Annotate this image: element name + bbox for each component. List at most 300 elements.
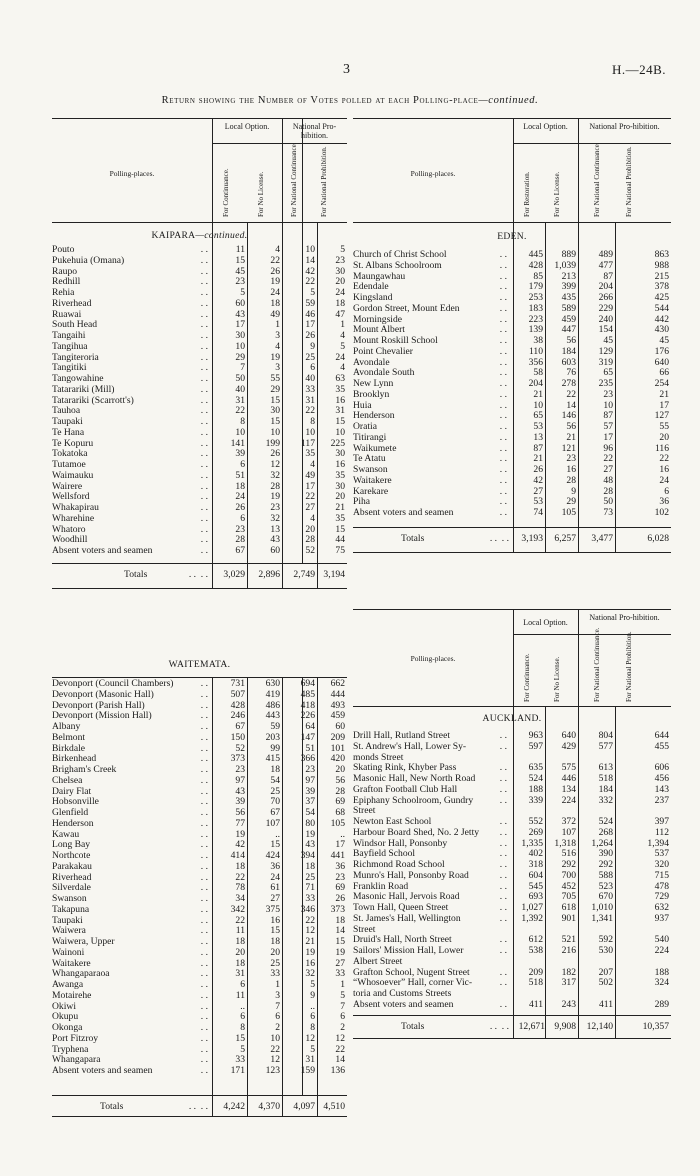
table-row: Waiwera . . 11 15 12 14: [52, 925, 345, 937]
polling-place-name: Tatarariki (Mill): [52, 384, 115, 395]
polling-place-name: Newton East School: [353, 817, 432, 827]
vote-count: 715: [654, 869, 669, 881]
vote-count: 455: [654, 740, 669, 752]
table-row: [353, 806, 671, 817]
vote-count: 269: [528, 826, 543, 838]
vote-count: 23: [335, 254, 345, 266]
vote-count: 29: [270, 383, 280, 395]
polling-place-name: Bayfield School: [353, 849, 416, 860]
vote-count: 87: [603, 270, 613, 282]
vote-count: 38: [533, 335, 543, 346]
waitemata-total: 4,370: [258, 1101, 280, 1112]
vote-count: 459: [561, 313, 576, 325]
vote-count: 15: [235, 254, 245, 266]
polling-place-name: Te Atatu: [353, 454, 386, 465]
vote-count: 16: [335, 394, 345, 406]
vote-count: 22: [603, 453, 613, 465]
table-row: Morningside . . 223 459 240 442: [353, 313, 669, 325]
vote-count: 507: [230, 688, 245, 700]
vote-count: 12: [305, 925, 315, 937]
table-row: Waimauku . . 51 32 49 35: [52, 469, 345, 481]
vote-count: 107: [561, 826, 576, 838]
vote-count: 1: [340, 319, 345, 331]
vote-count: 43: [305, 839, 315, 851]
vote-count: 182: [561, 966, 576, 978]
vote-count: 443: [265, 710, 280, 722]
eden-heading: EDEN.: [497, 231, 527, 242]
table-row: Tangaihi . . 30 3 26 4: [52, 330, 345, 341]
table-row: Oratia . . 53 56 57 55: [353, 421, 669, 432]
eden-total: 6,028: [647, 533, 669, 544]
vote-count: 121: [561, 442, 576, 454]
vote-count: 64: [305, 721, 315, 732]
polling-place-name: Brooklyn: [353, 389, 390, 400]
vote-count: 640: [654, 356, 669, 368]
table-row: Tangihua . . 10 4 9 5: [52, 340, 345, 352]
vote-count: 237: [654, 794, 669, 806]
table-row: “Whosoever” Hall, corner Vic- . . 518 317 502 324: [353, 977, 669, 989]
vote-count: 51: [305, 742, 315, 754]
vote-count: 444: [330, 688, 345, 700]
vote-count: 225: [330, 437, 345, 449]
vote-count: 36: [335, 860, 345, 872]
polling-place-name: Huia: [353, 400, 372, 411]
vote-count: 30: [270, 405, 280, 417]
polling-place-name: Masonic Hall, Jervois Road: [353, 892, 460, 903]
vote-count: 59: [270, 721, 280, 732]
vote-count: 246: [230, 710, 245, 722]
vote-count: 97: [305, 774, 315, 786]
vote-count: 25: [305, 871, 315, 883]
table-row: Motairehe . . 11 3 9 5: [52, 989, 345, 1001]
polling-place-name: Epiphany Schoolroom, Gundry: [353, 795, 474, 806]
vote-count: 5: [340, 989, 345, 1001]
vote-count: ..: [240, 1000, 245, 1012]
vote-count: 10: [270, 1032, 280, 1044]
vote-count: 6: [340, 1011, 345, 1023]
table-row: Grafton School, Nugent Street . . 209 182 207 188: [353, 966, 669, 978]
vote-count: 530: [598, 945, 613, 956]
vote-count: 20: [659, 431, 669, 443]
vote-count: 592: [598, 934, 613, 946]
col-for-national-prohibition: For National Prohibition.: [625, 631, 633, 702]
auckland-heading: AUCKLAND.: [482, 713, 542, 724]
vote-count: 4: [275, 340, 280, 352]
vote-count: 76: [566, 367, 576, 379]
vote-count: 4: [310, 459, 315, 470]
polling-place-name: Waikumete: [353, 443, 397, 454]
table-row: Tangowahine . . 50 55 40 63: [52, 373, 345, 384]
vote-count: 40: [305, 373, 315, 384]
table-row: Raupo . . 45 26 42 30: [52, 265, 345, 277]
polling-place-name: Tangaihi: [52, 331, 86, 341]
vote-count: 26: [270, 448, 280, 460]
vote-count: 523: [598, 880, 613, 892]
vote-count: 10: [305, 244, 315, 255]
vote-count: 988: [654, 259, 669, 271]
vote-count: 10: [235, 426, 245, 438]
vote-count: 184: [598, 783, 613, 795]
vote-count: 489: [598, 249, 613, 260]
polling-place-name: Absent voters and seamen: [52, 546, 153, 556]
polling-place-name: Swanson: [52, 894, 87, 904]
polling-place-name: Henderson: [353, 411, 395, 422]
vote-count: 17: [235, 319, 245, 331]
table-row: St. Andrew's Hall, Lower Sy- . . 597 429 577 455: [353, 740, 669, 752]
vote-count: 129: [598, 345, 613, 357]
vote-count: 154: [598, 324, 613, 336]
auckland-totals: Totals . . . . 12,671 9,908 12,140 10,357: [353, 1015, 671, 1039]
table-row: Brigham's Creek . . 23 18 23 20: [52, 764, 345, 775]
table-row: Tryphena . . 5 22 5 22: [52, 1043, 345, 1055]
table-row: Silverdale . . 78 61 71 69: [52, 882, 345, 894]
vote-count: 15: [335, 416, 345, 427]
table-row: [353, 753, 671, 764]
vote-count: 456: [654, 773, 669, 784]
table-header-auckland: [353, 609, 671, 707]
polling-place-name: Tokatoka: [52, 449, 88, 460]
table-row: Absent voters and seamen . . 67 60 52 75: [52, 545, 345, 556]
vote-count: 1: [275, 319, 280, 331]
vote-count: 17: [603, 431, 613, 443]
vote-count: 52: [305, 545, 315, 556]
vote-count: 356: [528, 356, 543, 368]
vote-count: 486: [265, 699, 280, 711]
polling-place-name: Waitakere: [353, 475, 392, 486]
vote-count: 67: [235, 545, 245, 556]
vote-count: 32: [270, 512, 280, 524]
vote-count: 604: [528, 869, 543, 881]
vote-count: 19: [305, 828, 315, 840]
polling-place-name: Taupaki: [52, 417, 83, 427]
vote-count: 20: [270, 946, 280, 958]
vote-count: 445: [528, 249, 543, 260]
polling-place-name: Skating Rink, Khyber Pass: [353, 763, 457, 774]
vote-count: ..: [310, 1000, 315, 1012]
page-title-text: Return showing the Number of Votes polled at each Polling-place: [161, 95, 479, 106]
vote-count: 3: [275, 362, 280, 374]
vote-count: 15: [270, 394, 280, 406]
table-row: Wellsford . . 24 19 22 20: [52, 491, 345, 503]
polling-place-name: Tryphena: [52, 1044, 89, 1055]
vote-count: 58: [533, 367, 543, 379]
vote-count: 27: [305, 502, 315, 513]
vote-count: 44: [335, 534, 345, 546]
vote-count: 141: [230, 437, 245, 449]
table-row: Tutamoe . . 6 12 4 16: [52, 459, 345, 470]
vote-count: 14: [335, 1054, 345, 1066]
vote-count: 42: [305, 265, 315, 277]
polling-places-heading: Polling-places.: [109, 169, 155, 178]
vote-count: 292: [561, 859, 576, 870]
vote-count: 105: [330, 817, 345, 829]
vote-count: 24: [335, 287, 345, 298]
vote-count: 447: [561, 324, 576, 336]
polling-place-name: Brigham's Creek: [52, 765, 117, 775]
table-row: Avondale South . . 58 76 65 66: [353, 367, 669, 379]
vote-count: 61: [270, 882, 280, 894]
vote-count: 424: [265, 850, 280, 861]
polling-place-name: Whatoro: [52, 524, 86, 535]
vote-count: 73: [603, 507, 613, 518]
vote-count: 21: [335, 502, 345, 513]
polling-place-name: Rehia: [52, 288, 75, 298]
vote-count: 11: [235, 925, 245, 937]
vote-count: 33: [335, 968, 345, 980]
vote-count: 26: [305, 330, 315, 341]
polling-place-name: Karekare: [353, 486, 389, 497]
col-for-national-prohibition: For National Prohibition.: [625, 146, 633, 217]
vote-count: 24: [235, 491, 245, 503]
polling-place-name: Redhill: [52, 277, 81, 288]
polling-place-name: Birkdale: [52, 743, 86, 754]
vote-count: 39: [235, 796, 245, 808]
vote-count: 204: [598, 281, 613, 293]
vote-count: 235: [598, 378, 613, 389]
vote-count: 10: [335, 426, 345, 438]
vote-count: 1,341: [591, 912, 613, 924]
vote-count: 51: [235, 469, 245, 481]
polling-place-name: monds Street: [353, 752, 404, 763]
vote-count: 452: [561, 880, 576, 892]
vote-count: 146: [561, 410, 576, 422]
vote-count: 7: [240, 362, 245, 374]
vote-count: 20: [335, 491, 345, 503]
vote-count: 1,394: [647, 837, 669, 849]
local-option-heading: Local Option.: [224, 122, 270, 131]
table-row: Tokatoka . . 39 26 35 30: [52, 448, 345, 460]
vote-count: 27: [603, 464, 613, 475]
table-row: Devonport (Mission Hall) . . 246 443 226 459: [52, 710, 345, 722]
vote-count: 6: [275, 1011, 280, 1023]
vote-count: 36: [270, 860, 280, 872]
vote-count: 693: [528, 891, 543, 903]
polling-place-name: Avondale: [353, 357, 390, 368]
table-row: Port Fitzroy . . 15 10 12 12: [52, 1032, 345, 1044]
vote-count: 268: [598, 826, 613, 838]
table-row: Gordon Street, Mount Eden . . 183 589 229 544: [353, 302, 669, 314]
table-row: Okonga . . 8 2 8 2: [52, 1022, 345, 1033]
polling-place-name: Richmond Road School: [353, 860, 445, 870]
polling-place-name: Grafton School, Nugent Street: [353, 967, 470, 978]
vote-count: 22: [305, 276, 315, 288]
polling-place-name: Absent voters and seamen: [353, 508, 454, 518]
polling-place-name: “Whosoever” Hall, corner Vic-: [353, 978, 473, 989]
vote-count: 1,010: [591, 902, 613, 913]
vote-count: 459: [330, 710, 345, 722]
vote-count: 31: [335, 405, 345, 417]
table-row: St. James's Hall, Wellington . . 1,392 901 1,341 937: [353, 912, 669, 924]
table-row: Franklin Road . . 545 452 523 478: [353, 880, 669, 892]
table-row: Woodhill . . 28 43 28 44: [52, 534, 345, 546]
vote-count: 589: [561, 302, 576, 314]
vote-count: 60: [235, 297, 245, 309]
vote-count: 378: [654, 281, 669, 293]
table-row: Dairy Flat . . 43 25 39 28: [52, 785, 345, 797]
table-row: Tatarariki (Mill) . . 40 29 33 35: [52, 383, 345, 395]
table-row: Mount Roskill School . . 38 56 45 45: [353, 335, 669, 346]
kaipara-total: 2,749: [293, 569, 315, 580]
vote-count: 804: [598, 730, 613, 741]
vote-count: 26: [335, 893, 345, 904]
vote-count: 28: [603, 485, 613, 497]
polling-place-name: Absent voters and seamen: [353, 999, 454, 1010]
vote-count: 4: [310, 512, 315, 524]
vote-count: 46: [305, 308, 315, 320]
vote-count: 56: [235, 807, 245, 818]
table-row: Masonic Hall, New North Road . . 524 446 518 456: [353, 773, 669, 784]
table-row: Church of Christ School . . 445 889 489 863: [353, 249, 669, 260]
vote-count: 199: [265, 437, 280, 449]
polling-place-name: Devonport (Parish Hall): [52, 700, 145, 711]
polling-place-name: Waitakere: [52, 958, 91, 969]
polling-place-name: Absent voters and seamen: [52, 1066, 153, 1076]
vote-count: 4: [340, 362, 345, 374]
vote-count: 545: [528, 880, 543, 892]
vote-count: 25: [270, 957, 280, 969]
vote-count: 22: [305, 914, 315, 926]
vote-count: 107: [265, 817, 280, 829]
vote-count: 101: [330, 742, 345, 754]
polling-place-name: Birkenhead: [52, 754, 97, 765]
vote-count: 6: [310, 362, 315, 374]
vote-count: 12: [270, 1054, 280, 1066]
vote-count: 332: [598, 794, 613, 806]
table-row: Edendale . . 179 399 204 378: [353, 281, 669, 293]
vote-count: 16: [305, 957, 315, 969]
polling-place-name: Whakapirau: [52, 503, 99, 513]
table-row: Belmont . . 150 203 147 209: [52, 731, 345, 743]
table-row: Tauhoa . . 22 30 22 31: [52, 405, 345, 417]
vote-count: 731: [230, 678, 245, 689]
table-row: Absent voters and seamen . . 411 243 411 289: [353, 998, 669, 1010]
vote-count: 97: [235, 774, 245, 786]
table-row: Birkenhead . . 373 415 366 420: [52, 753, 345, 765]
table-row: Point Chevalier . . 110 184 129 176: [353, 345, 669, 357]
vote-count: 45: [603, 335, 613, 346]
polling-places-heading: Polling-places.: [410, 169, 456, 178]
page-title: [0, 95, 700, 106]
kaipara-continued: —continued.: [195, 230, 248, 241]
vote-count: 35: [335, 383, 345, 395]
vote-count: 1,264: [591, 837, 613, 849]
vote-count: 544: [654, 302, 669, 314]
vote-count: 18: [270, 764, 280, 775]
vote-count: 863: [654, 249, 669, 260]
vote-count: 99: [270, 742, 280, 754]
vote-count: 171: [230, 1065, 245, 1076]
vote-count: 366: [300, 753, 315, 765]
polling-place-name: toria and Customs Streets: [353, 989, 452, 999]
polling-place-name: St. Andrew's Hall, Lower Sy-: [353, 741, 467, 752]
vote-count: 27: [533, 485, 543, 497]
vote-count: 59: [305, 297, 315, 309]
page-number: 3: [343, 62, 350, 77]
polling-place-name: Piha: [353, 497, 371, 508]
table-row: Kawau . . 19 .. 19 ..: [52, 828, 345, 840]
vote-count: 5: [240, 287, 245, 298]
vote-count: 889: [561, 249, 576, 260]
vote-count: 224: [561, 794, 576, 806]
vote-count: 159: [300, 1065, 315, 1076]
totals-label: Totals: [401, 1021, 425, 1032]
polling-place-name: Parakakau: [52, 861, 92, 872]
polling-place-name: Port Fitzroy: [52, 1033, 99, 1044]
vote-count: 30: [335, 448, 345, 460]
vote-count: 26: [235, 502, 245, 513]
vote-count: 6: [240, 979, 245, 990]
vote-count: 278: [561, 378, 576, 389]
table-row: Druid's Hall, North Street . . 612 521 592 540: [353, 934, 669, 946]
col-for-no-license: For No License.: [553, 656, 561, 702]
vote-count: 575: [561, 762, 576, 774]
eden-total: 6,257: [554, 533, 576, 544]
vote-count: 17: [305, 319, 315, 331]
vote-count: 19: [305, 946, 315, 958]
vote-count: 179: [528, 281, 543, 293]
vote-count: 29: [566, 496, 576, 508]
vote-count: 5: [340, 244, 345, 255]
vote-count: 23: [235, 276, 245, 288]
eden-body: [353, 223, 671, 527]
vote-count: 3: [275, 989, 280, 1001]
col-for-no-license: For No License.: [553, 171, 561, 217]
vote-count: 67: [235, 721, 245, 732]
vote-count: 317: [561, 977, 576, 989]
vote-count: 54: [270, 774, 280, 786]
table-row: Hobsonville . . 39 70 37 69: [52, 796, 345, 808]
table-row: [353, 957, 671, 968]
vote-count: 229: [598, 302, 613, 314]
vote-count: 18: [270, 297, 280, 309]
vote-count: 19: [335, 946, 345, 958]
kaipara-total: 3,029: [223, 569, 245, 580]
vote-count: 45: [659, 335, 669, 346]
vote-count: 183: [528, 302, 543, 314]
vote-count: 139: [528, 324, 543, 336]
table-row: Town Hall, Queen Street . . 1,027 618 1,010 632: [353, 902, 669, 913]
polling-place-name: Waiwera, Upper: [52, 937, 115, 947]
vote-count: 30: [335, 480, 345, 492]
vote-count: 28: [335, 785, 345, 797]
polling-place-name: Tutamoe: [52, 460, 86, 470]
vote-count: 12: [335, 1032, 345, 1044]
polling-place-name: Long Bay: [52, 840, 91, 851]
polling-place-name: Okiwi: [52, 1001, 76, 1012]
vote-count: 23: [566, 453, 576, 465]
vote-count: 640: [561, 730, 576, 741]
table-row: [353, 925, 671, 936]
vote-count: 1,318: [554, 837, 576, 849]
vote-count: 55: [659, 421, 669, 432]
vote-count: 87: [533, 442, 543, 454]
vote-count: 1,392: [521, 912, 543, 924]
vote-count: 5: [310, 287, 315, 298]
vote-count: 15: [270, 839, 280, 851]
totals-label: Totals: [100, 1101, 124, 1112]
local-option-heading: Local Option.: [523, 122, 568, 131]
table-row: Absent voters and seamen . . 74 105 73 102: [353, 507, 669, 518]
col-for-no-license: For No License.: [257, 171, 265, 217]
vote-count: 373: [230, 753, 245, 765]
vote-count: 102: [654, 507, 669, 518]
table-row: Glenfield . . 56 67 54 68: [52, 807, 345, 818]
vote-count: 418: [300, 699, 315, 711]
vote-count: 50: [603, 496, 613, 508]
waitemata-total: 4,510: [323, 1101, 345, 1112]
polling-place-name: Church of Christ School: [353, 250, 447, 260]
polling-place-name: Munro's Hall, Ponsonby Road: [353, 870, 469, 881]
